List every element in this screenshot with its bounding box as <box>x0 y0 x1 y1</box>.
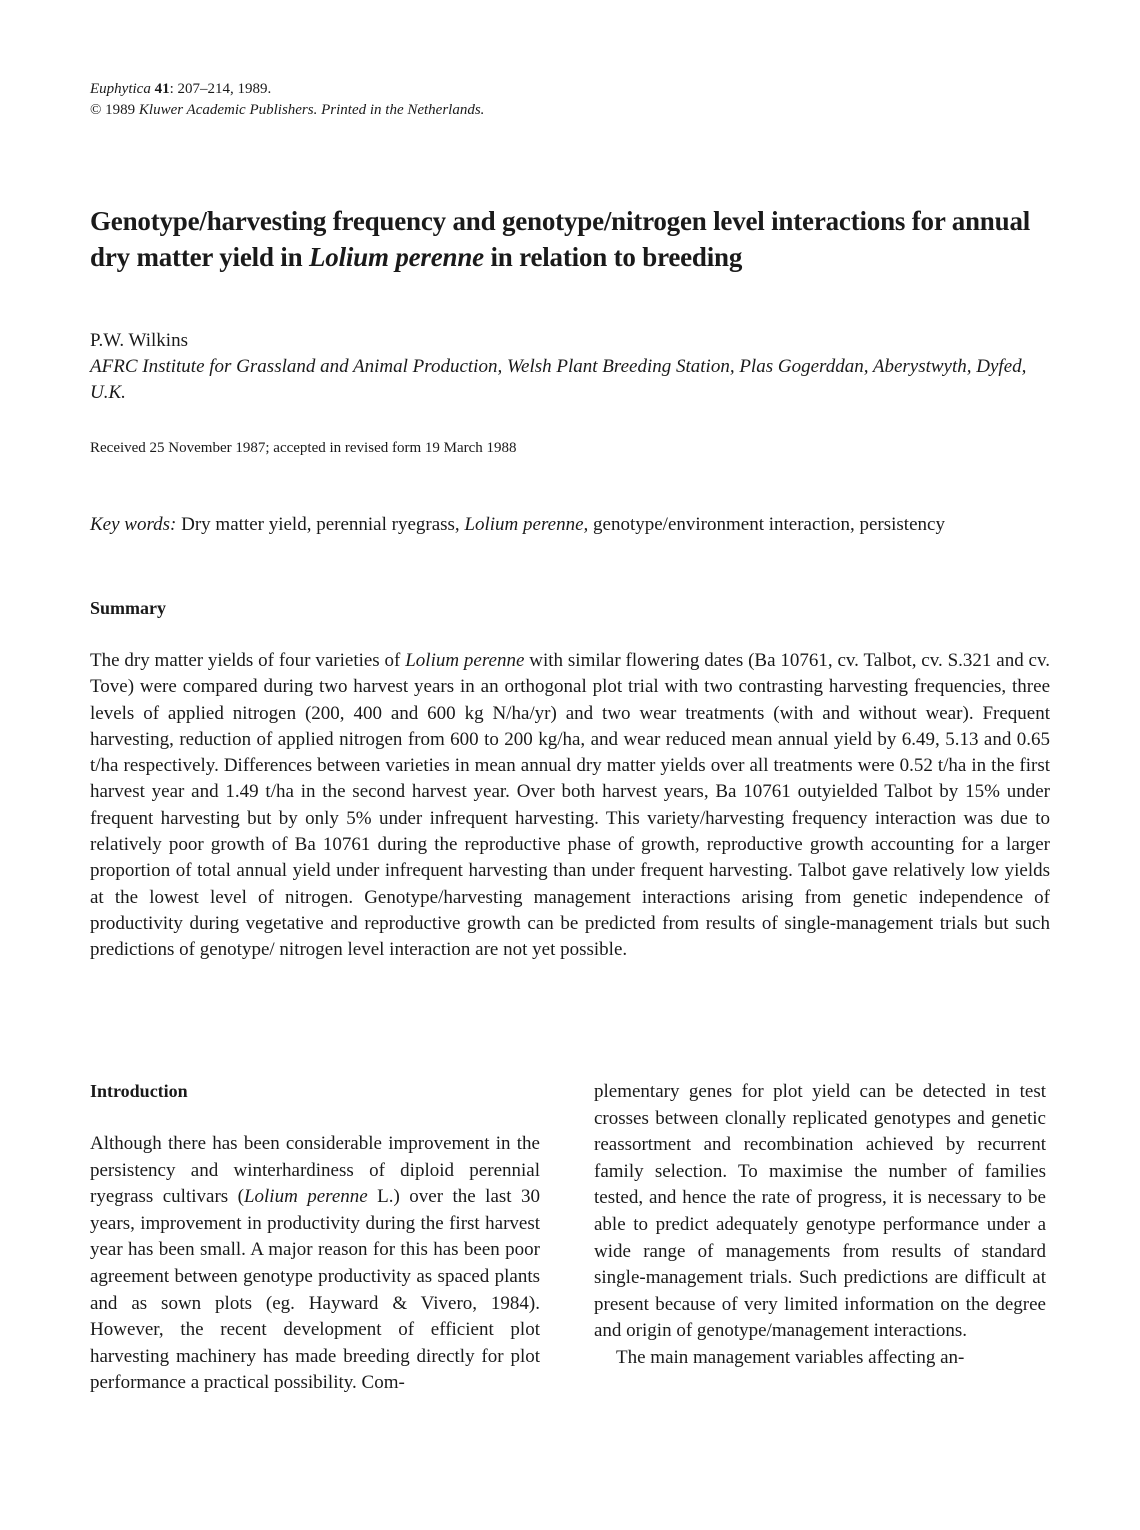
summary-paragraph <box>90 648 1050 964</box>
intro-left-text2: L.) over the last 30 years, improvement in productivity during the first harvest year has been small. A major reason for this has been poor agreement between genotype productivity as spaced plants and as sown plots (eg. Hayward & Vivero, 1984). However, the recent development of efficient plot harvesting machinery has made breeding directly for plot performance a practical possibility. Com- <box>90 1186 540 1394</box>
title-species: Lolium perenne <box>308 242 484 272</box>
journal-name: Euphytica <box>90 81 151 97</box>
intro-right-paragraph1: plementary genes for plot yield can be detected in test crosses between clonally replicated genotypes and genetic reassortment and recombination achieved by recurrent family selection. To maximise the number of families tested, and hence the rate of progress, it is necessary to be able to predict adequately genotype performance under a wide range of managements from results of standard single-management trials. Such predictions are difficult at present because of very limited information on the degree and origin of genotype/management interactions. <box>594 1081 1046 1342</box>
intro-left-species: Lolium perenne <box>243 1186 368 1208</box>
summary-species: Lolium perenne <box>405 650 525 671</box>
copyright-symbol: © <box>90 102 102 118</box>
journal-citation <box>90 79 484 121</box>
keywords <box>90 512 1050 538</box>
title-part1: Genotype/harvesting frequency and genotype/nitrogen level interactions for annual dry matter yield in <box>90 206 1031 272</box>
journal-pages: : 207–214, 1989. <box>169 81 272 97</box>
author-affiliation: AFRC Institute for Grassland and Animal Production, Welsh Plant Breeding Station, Plas Gogerddan, Aberystwyth, Dyfed, U.K. <box>90 356 1027 403</box>
keywords-species: Lolium perenne, <box>464 514 589 535</box>
introduction-heading: Introduction <box>90 1081 188 1101</box>
introduction-left-column <box>90 1131 540 1397</box>
intro-left-text1: Although there has been considerable improvement in the persistency and winterhardiness of diploid perennial ryegrass cultivars ( <box>90 1133 540 1208</box>
title-part2: in relation to breeding <box>483 242 743 272</box>
copyright-line <box>90 100 484 121</box>
keywords-text2: genotype/environment interaction, persistency <box>588 514 945 535</box>
summary-heading: Summary <box>90 598 166 618</box>
author-name: P.W. Wilkins <box>90 330 188 351</box>
keywords-label: Key words: <box>90 514 177 535</box>
copyright-year: 1989 <box>105 102 136 118</box>
summary-text2: with similar flowering dates (Ba 10761, cv. Talbot, cv. S.321 and cv. Tove) were compared during two harvest years in an orthogonal plot trial with two contrasting harvesting frequencies, three levels of applied nitrogen (200, 400 and 600 kg N/ha/yr) and two wear treatments (with and without wear). Frequent harvesting, reduction of applied nitrogen from 600 to 200 kg/ha, and wear reduced mean annual yield by 6.49, 5.13 and 0.65 t/ha respectively. Differences between varieties in mean annual dry matter yields over all treatments were 0.52 t/ha in the first harvest year and 1.49 t/ha in the second harvest year. Over both harvest years, Ba 10761 outyielded Talbot by 15% under frequent harvesting but by only 5% under infrequent harvesting. This variety/harvesting frequency interaction was due to relatively poor growth of Ba 10761 during the reproductive phase of growth, reproductive growth accounting for a larger proportion of total annual yield under infrequent harvesting than under frequent harvesting. Talbot gave relatively low yields at the lowest level of nitrogen. Genotype/harvesting management interactions arising from genetic independence of productivity during vegetative and reproductive growth can be predicted from results of single-management trials but such predictions of genotype/ nitrogen level interaction are not yet possible. <box>90 650 1050 961</box>
paper-title <box>90 203 1050 275</box>
publisher: Kluwer Academic Publishers. Printed in the Netherlands. <box>138 102 485 118</box>
journal-volume: 41 <box>154 81 170 97</box>
introduction-right-column <box>594 1079 1046 1372</box>
journal-line <box>90 79 484 100</box>
summary-text1: The dry matter yields of four varieties of <box>90 650 406 671</box>
intro-right-paragraph2: The main management variables affecting an- <box>616 1346 965 1368</box>
keywords-text1: Dry matter yield, perennial ryegrass, <box>176 514 465 535</box>
received-dates: Received 25 November 1987; accepted in revised form 19 March 1988 <box>90 440 517 456</box>
